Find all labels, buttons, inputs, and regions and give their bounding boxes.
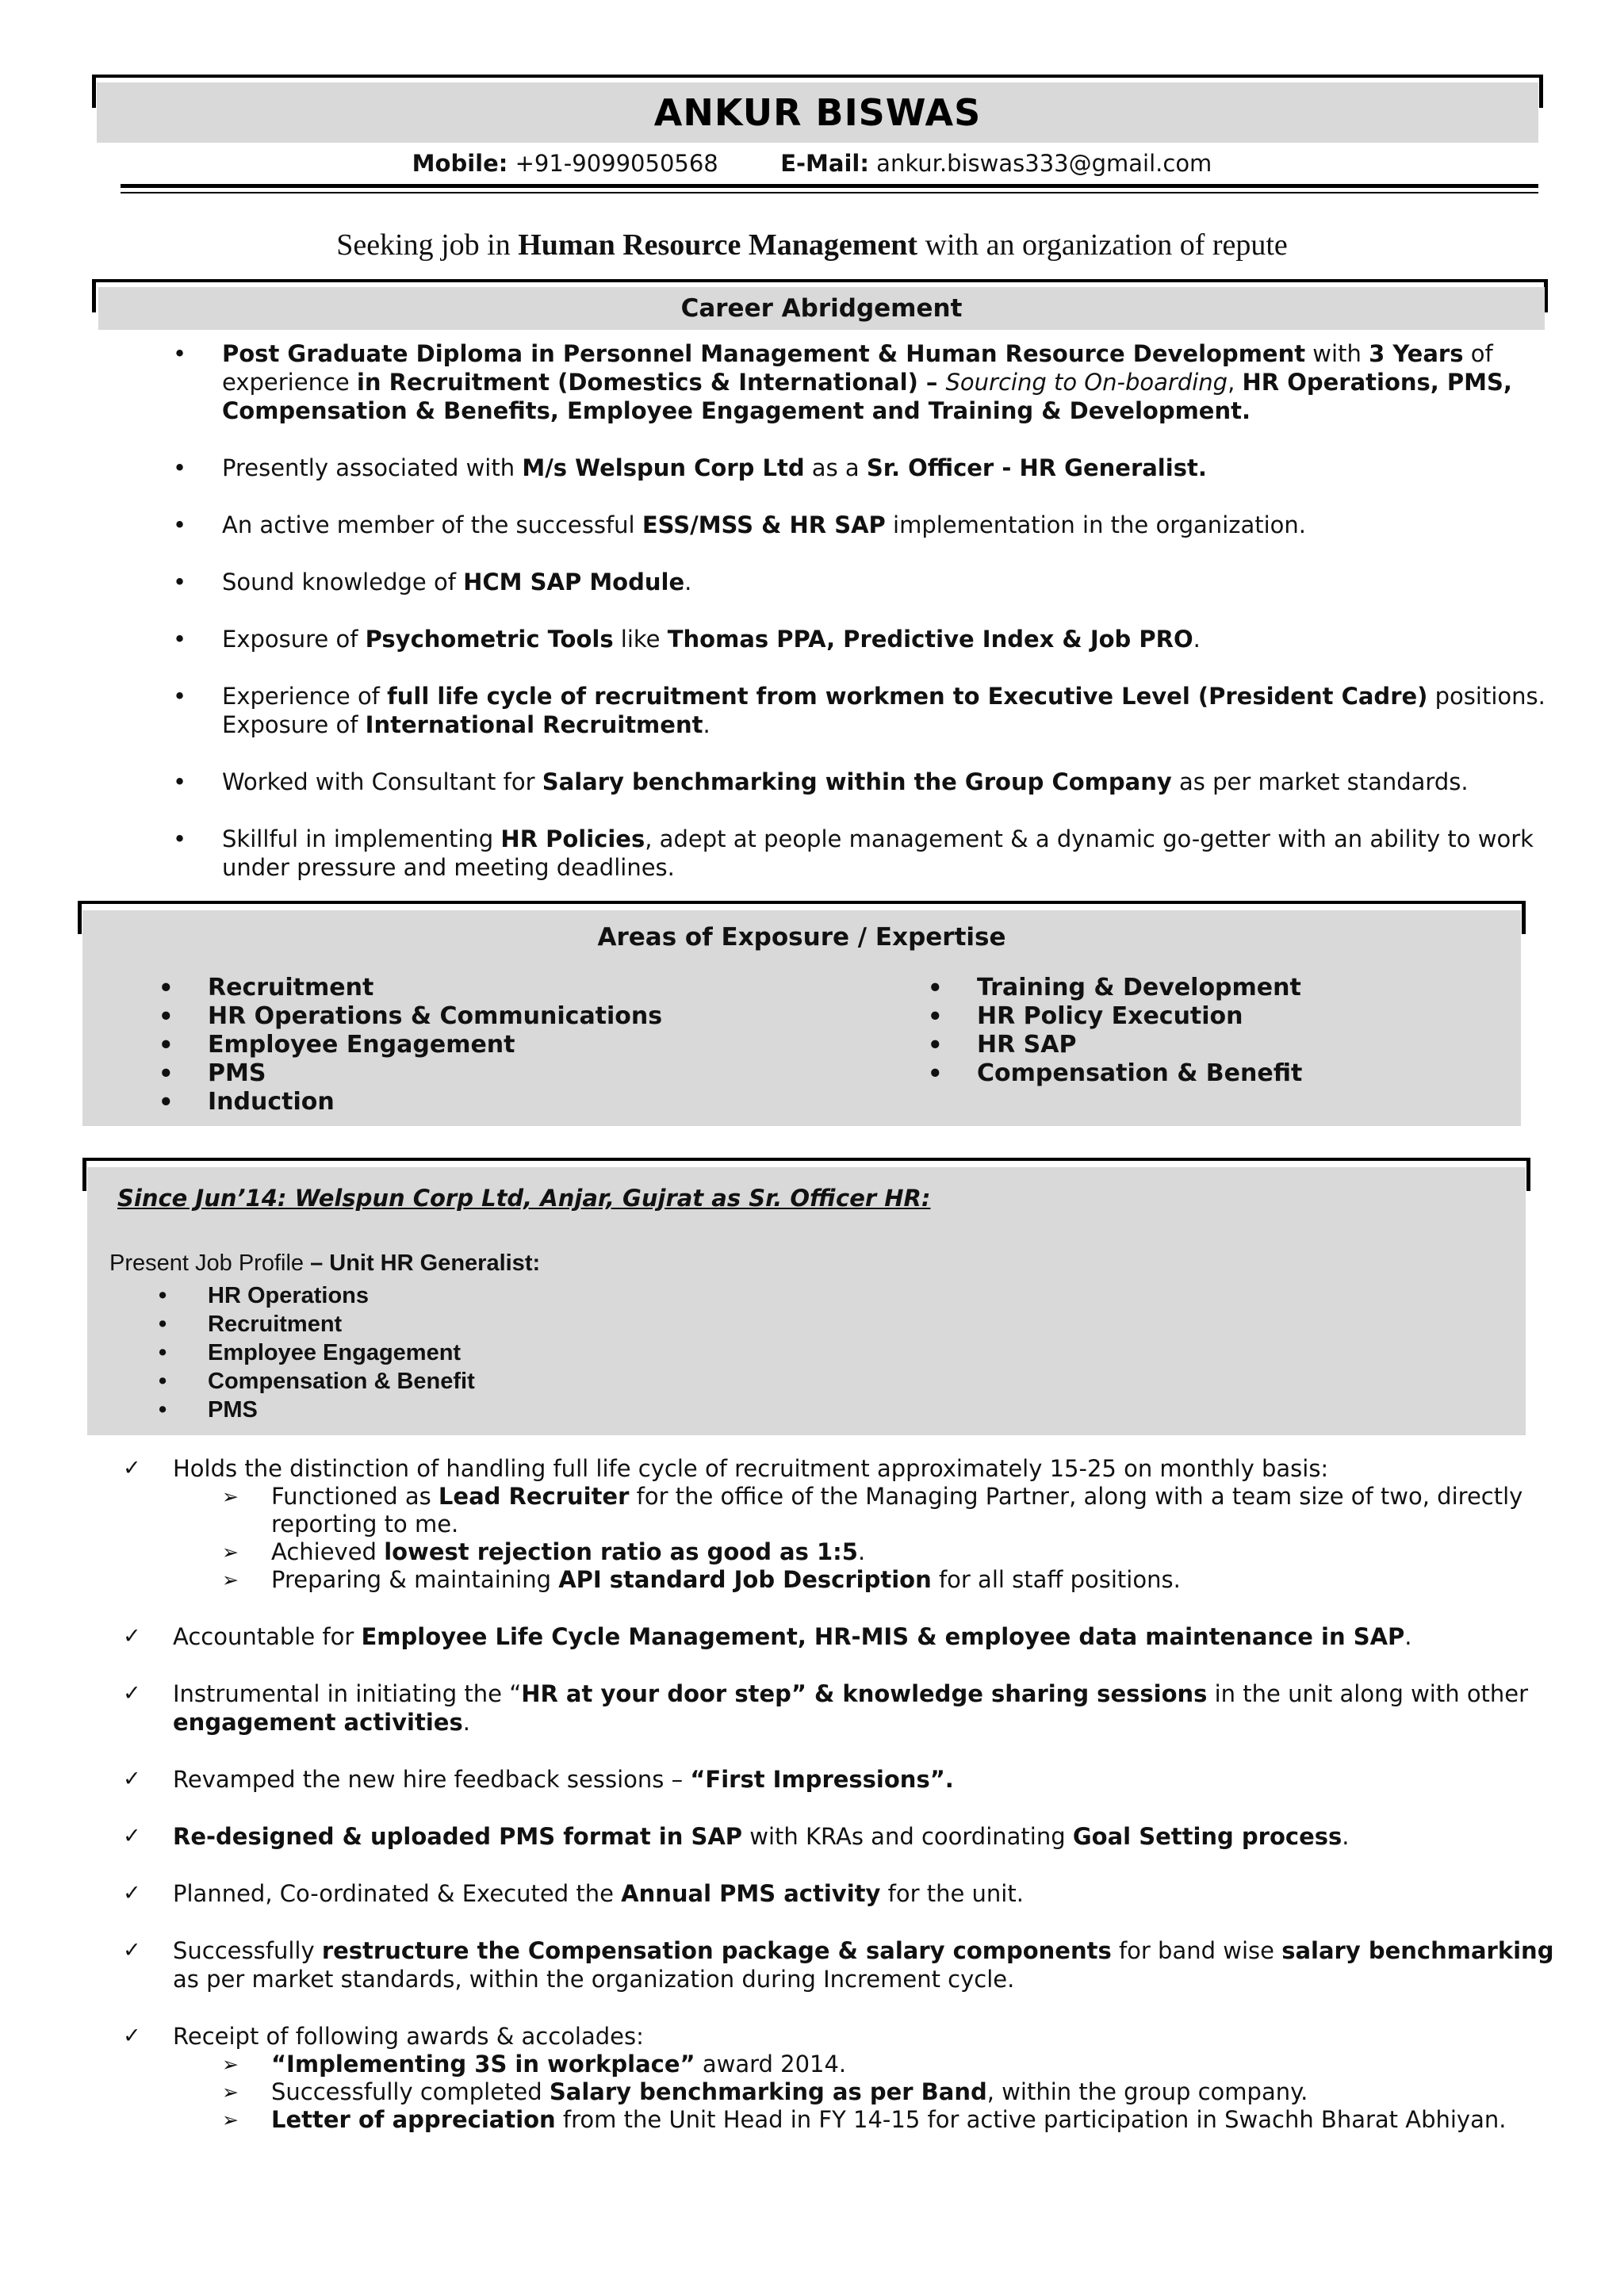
achievement-sub-list [173, 1483, 1562, 1594]
email-label: E-Mail: [780, 150, 869, 177]
candidate-name: ANKUR BISWAS [653, 91, 982, 134]
achievement-sub-list [173, 2051, 1562, 2134]
career-heading: Career Abridgement [680, 294, 963, 323]
achievement-item: ✓ Planned, Co-ordinated & Executed the Annual PMS activity for the unit. [173, 1879, 1562, 1908]
contact-line [0, 147, 1624, 179]
achievement-item: ✓ Receipt of following awards & accolades: ➢ “Implementing 3S in workplace” award 2014. ➢ Successfully completed Salary benchmarking as per Band, within the group company. ➢ Letter of appreciation from the Unit Head in FY 14-15 for active participation in Swachh Bharat Abhiyan. [173, 2022, 1562, 2134]
email-value: ankur.biswas333@gmail.com [876, 150, 1212, 177]
achievement-sub-item: ➢ Preparing & maintaining API standard Job Description for all staff positions. [271, 1566, 1562, 1594]
header-rule-thin [121, 192, 1538, 193]
expertise-right-column [977, 974, 1302, 1088]
objective-line: Seeking job in Human Resource Management with an organization of repute [336, 228, 1288, 262]
expertise-item: • HR SAP [977, 1031, 1302, 1059]
job-heading: Since Jun’14: Welspun Corp Ltd, Anjar, Gujrat as Sr. Officer HR: [117, 1185, 931, 1212]
achievement-sub-item: ➢ “Implementing 3S in workplace” award 2014. [271, 2051, 1562, 2078]
job-items-list [208, 1281, 475, 1424]
expertise-item: • PMS [208, 1059, 662, 1088]
achievement-item: ✓ Accountable for Employee Life Cycle Management, HR-MIS & employee data maintenance in SAP. [173, 1622, 1562, 1651]
name-bar [97, 82, 1538, 143]
career-item: • An active member of the successful ESS/MSS & HR SAP implementation in the organization. [222, 511, 1562, 539]
expertise-left-tick [78, 901, 82, 934]
expertise-right-list [977, 974, 1302, 1088]
expertise-left-column [208, 974, 662, 1116]
expertise-box [82, 910, 1521, 1126]
job-profile-item: • Compensation & Benefit [208, 1367, 475, 1396]
achievement-item: ✓ Successfully restructure the Compensation package & salary components for band wise salary benchmarking as per market standards, within the organization during Increment cycle. [173, 1936, 1562, 1993]
expertise-item: • Training & Development [977, 974, 1302, 1002]
objective-highlight: Human Resource Management [518, 228, 918, 262]
expertise-item: • HR Operations & Communications [208, 1002, 662, 1031]
career-item: • Presently associated with M/s Welspun Corp Ltd as a Sr. Officer - HR Generalist. [222, 454, 1562, 482]
achievements-wrap [173, 1454, 1562, 2162]
career-bar-top-border [92, 279, 1548, 282]
job-profile-item: • PMS [208, 1396, 475, 1424]
career-item: • Exposure of Psychometric Tools like Thomas PPA, Predictive Index & Job PRO. [222, 625, 1562, 653]
job-right-tick [1526, 1158, 1530, 1191]
job-left-tick [82, 1158, 86, 1191]
expertise-item: • HR Policy Execution [977, 1002, 1302, 1031]
achievement-item: ✓ Revamped the new hire feedback sessions – “First Impressions”. [173, 1765, 1562, 1794]
expertise-heading: Areas of Exposure / Expertise [597, 923, 1006, 952]
career-bar-left-tick [92, 279, 96, 312]
job-profile-item: • Employee Engagement [208, 1338, 475, 1367]
expertise-right-tick [1522, 901, 1526, 934]
expertise-bar-top-border [78, 901, 1526, 904]
job-bar-top-border [82, 1158, 1530, 1161]
career-item: • Experience of full life cycle of recruitment from workmen to Executive Level (President Cadre) positions. Exposure of International Recruitment. [222, 682, 1562, 739]
expertise-left-list [208, 974, 662, 1116]
career-item: • Worked with Consultant for Salary benchmarking within the Group Company as per market standards. [222, 768, 1562, 796]
achievement-sub-item: ➢ Achieved lowest rejection ratio as good as 1:5. [271, 1538, 1562, 1566]
job-profile-item: • Recruitment [208, 1310, 475, 1338]
expertise-item: • Compensation & Benefit [977, 1059, 1302, 1088]
name-bar-top-border [92, 75, 1543, 78]
expertise-item: • Induction [208, 1088, 662, 1116]
job-profile-item: • HR Operations [208, 1281, 475, 1310]
achievement-sub-item: ➢ Successfully completed Salary benchmarking as per Band, within the group company. [271, 2078, 1562, 2106]
job-box [87, 1167, 1526, 1435]
job-profile-line: Present Job Profile – Unit HR Generalist: [109, 1250, 541, 1276]
expertise-item: • Employee Engagement [208, 1031, 662, 1059]
achievement-sub-item: ➢ Functioned as Lead Recruiter for the office of the Managing Partner, along with a team size of two, directly reporting to me. [271, 1483, 1562, 1538]
name-bar-right-tick [1539, 75, 1543, 108]
expertise-item: • Recruitment [208, 974, 662, 1002]
mobile-value: +91-9099050568 [515, 150, 718, 177]
achievement-item: ✓ Instrumental in initiating the “HR at your door step” & knowledge sharing sessions in the unit along with other engagement activities. [173, 1679, 1562, 1737]
career-list-wrap [222, 339, 1562, 910]
career-heading-bar [98, 287, 1545, 330]
header-rule-thick [121, 184, 1538, 188]
mobile-label: Mobile: [412, 150, 508, 177]
achievement-item: ✓ Holds the distinction of handling full life cycle of recruitment approximately 15-25 on monthly basis: ➢ Functioned as Lead Recruiter for the office of the Managing Partner, along with a team size of two, directly reporting to me. ➢ Achieved lowest rejection ratio as good as 1:5. ➢ Preparing & maintaining API standard Job Description for all staff positions. [173, 1454, 1562, 1594]
achievement-item: ✓ Re-designed & uploaded PMS format in SAP with KRAs and coordinating Goal Setting process. [173, 1822, 1562, 1851]
job-items-wrap [208, 1281, 475, 1424]
career-item: • Skillful in implementing HR Policies, adept at people management & a dynamic go-getter with an ability to work under pressure and meeting deadlines. [222, 825, 1562, 882]
career-item: • Post Graduate Diploma in Personnel Management & Human Resource Development with 3 Years of experience in Recruitment (Domestics & International) – Sourcing to On-boarding, HR Operations, PMS, Compensation & Benefits, Employee Engagement and Training & Development. [222, 339, 1562, 425]
name-bar-left-tick [92, 75, 96, 108]
achievements-list [173, 1454, 1562, 2134]
career-item: • Sound knowledge of HCM SAP Module. [222, 568, 1562, 596]
career-list [222, 339, 1562, 882]
achievement-sub-item: ➢ Letter of appreciation from the Unit Head in FY 14-15 for active participation in Swachh Bharat Abhiyan. [271, 2106, 1562, 2134]
